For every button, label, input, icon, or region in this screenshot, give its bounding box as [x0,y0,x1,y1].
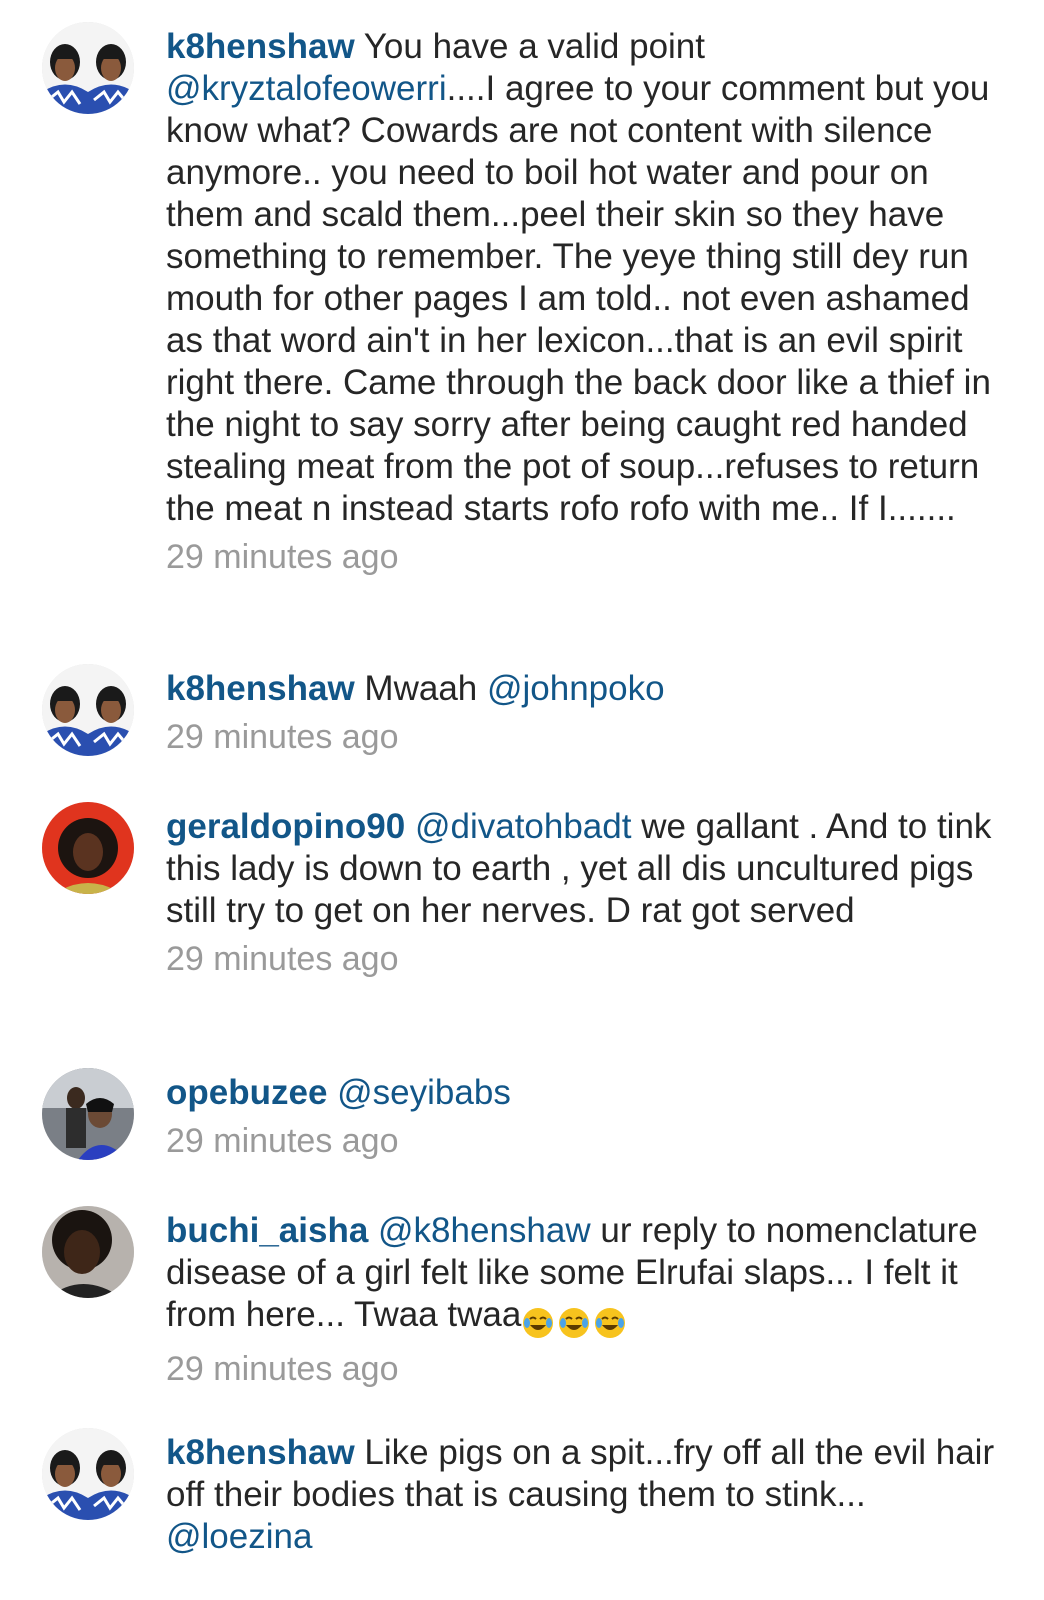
comment-body [166,1072,996,1162]
comment-body [166,806,996,980]
comment-text [327,1073,337,1112]
twin-portrait-avatar-icon[interactable] [42,1428,134,1520]
couple-portrait-avatar-icon[interactable] [42,1068,134,1160]
comment-username[interactable]: buchi_aisha [166,1211,369,1250]
comment-username[interactable]: k8henshaw [166,669,355,708]
comment-text: we gallant . And to tink this lady is down to earth , yet all dis uncultured pigs still try to get on her nerves. D rat got served [166,807,992,930]
comment-username[interactable]: opebuzee [166,1073,328,1112]
crying-laughing-emoji-icon [593,1306,627,1340]
comment-username[interactable]: k8henshaw [166,27,355,66]
comment-mention[interactable]: @divatohbadt [414,807,632,846]
comment-text: Mwaah [354,669,487,708]
comment-body [166,668,996,758]
red-background-portrait-avatar-icon[interactable] [42,802,134,894]
comment-body [166,26,996,578]
comment-text: You have a valid point [354,27,705,66]
twin-portrait-avatar-icon[interactable] [42,664,134,756]
comment-username[interactable]: k8henshaw [166,1433,355,1472]
comment-mention[interactable]: @johnpoko [486,669,665,708]
comment-timestamp: 29 minutes ago [166,538,399,576]
comment-text: ....I agree to your comment but you know what? Cowards are not content with silence anymore.. you need to boil hot water and pour on them and scald them...peel their skin so they have something to remember. The yeye thing still dey run mouth for other pages I am told.. not even ashamed as that word ain't in her lexicon...that is an evil spirit right there. Came through the back door like a thief in the night to say sorry after being caught red handed stealing meat from the pot of soup...refuses to return the meat n instead starts rofo rofo with me.. If I....... [166,69,991,528]
crying-laughing-emoji-icon [557,1306,591,1340]
comment-username[interactable]: geraldopino90 [166,807,406,846]
comment-text: Like pigs on a spit...fry off all the evil hair off their bodies that is causing them to stink... [166,1433,995,1514]
comment-mention[interactable]: @k8henshaw [378,1211,591,1250]
comment-timestamp: 29 minutes ago [166,718,399,756]
dark-selfie-avatar-icon[interactable] [42,1206,134,1298]
twin-portrait-avatar-icon[interactable] [42,22,134,114]
comment-text [405,807,415,846]
comment-body [166,1432,996,1558]
comment-text [368,1211,378,1250]
comment-timestamp: 29 minutes ago [166,1122,399,1160]
emoji-group [521,1300,629,1342]
comment-body [166,1210,996,1390]
comment-mention[interactable]: @seyibabs [337,1073,511,1112]
crying-laughing-emoji-icon [521,1306,555,1340]
comment-timestamp: 29 minutes ago [166,940,399,978]
comment-timestamp: 29 minutes ago [166,1350,399,1388]
comment-text: ur reply to nomenclature disease of a girl felt like some Elrufai slaps... I felt it from here... Twaa twaa [166,1211,978,1334]
comment-mention[interactable]: @kryztalofeowerri [166,69,447,108]
comment-mention[interactable]: @loezina [166,1517,313,1556]
